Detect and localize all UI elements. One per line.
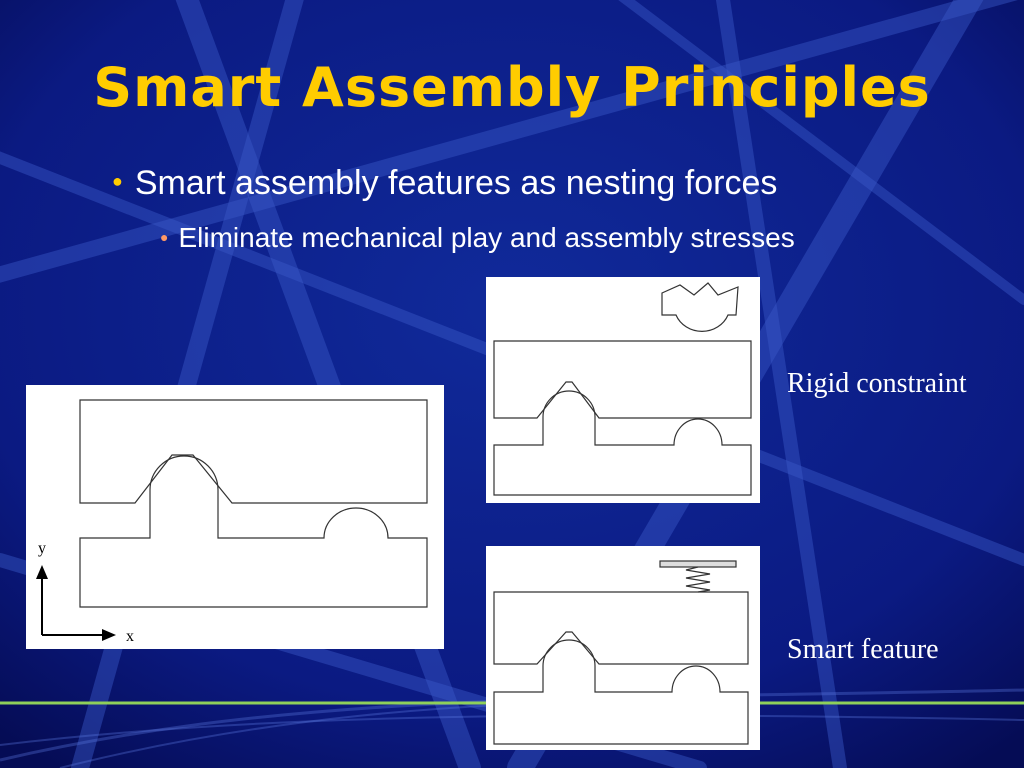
figure-smart-feature (486, 546, 760, 750)
rigid-constraint-part (662, 283, 738, 331)
bullet-dot-icon: ● (160, 229, 169, 245)
figure-main-drawing (26, 385, 444, 649)
slide-title: Smart Assembly Principles (93, 56, 931, 119)
upper-block (494, 341, 751, 418)
x-axis-label: x (126, 628, 134, 645)
caption-rigid-constraint: Rigid constraint (787, 368, 967, 399)
coordinate-axes (36, 565, 116, 641)
upper-block (494, 592, 748, 664)
lower-block (494, 391, 751, 495)
bullet-level2 (160, 222, 795, 254)
figure-rigid-constraint (486, 277, 760, 503)
caption-smart-feature: Smart feature (787, 634, 939, 665)
figure-smart-drawing (486, 546, 760, 750)
figure-rigid-drawing (486, 277, 760, 503)
lower-block (80, 456, 427, 607)
lower-block (494, 640, 748, 744)
bullet-level1-text: Smart assembly features as nesting forces (134, 164, 778, 202)
bullet-dot-icon: ● (112, 171, 123, 191)
figure-main (26, 385, 444, 649)
bullet-level1 (112, 164, 777, 203)
upper-block (80, 400, 427, 503)
spring-plate (660, 561, 736, 567)
spring-icon (686, 567, 710, 592)
bullet-level2-text: Eliminate mechanical play and assembly stresses (178, 222, 795, 253)
y-axis-label: y (38, 540, 46, 557)
